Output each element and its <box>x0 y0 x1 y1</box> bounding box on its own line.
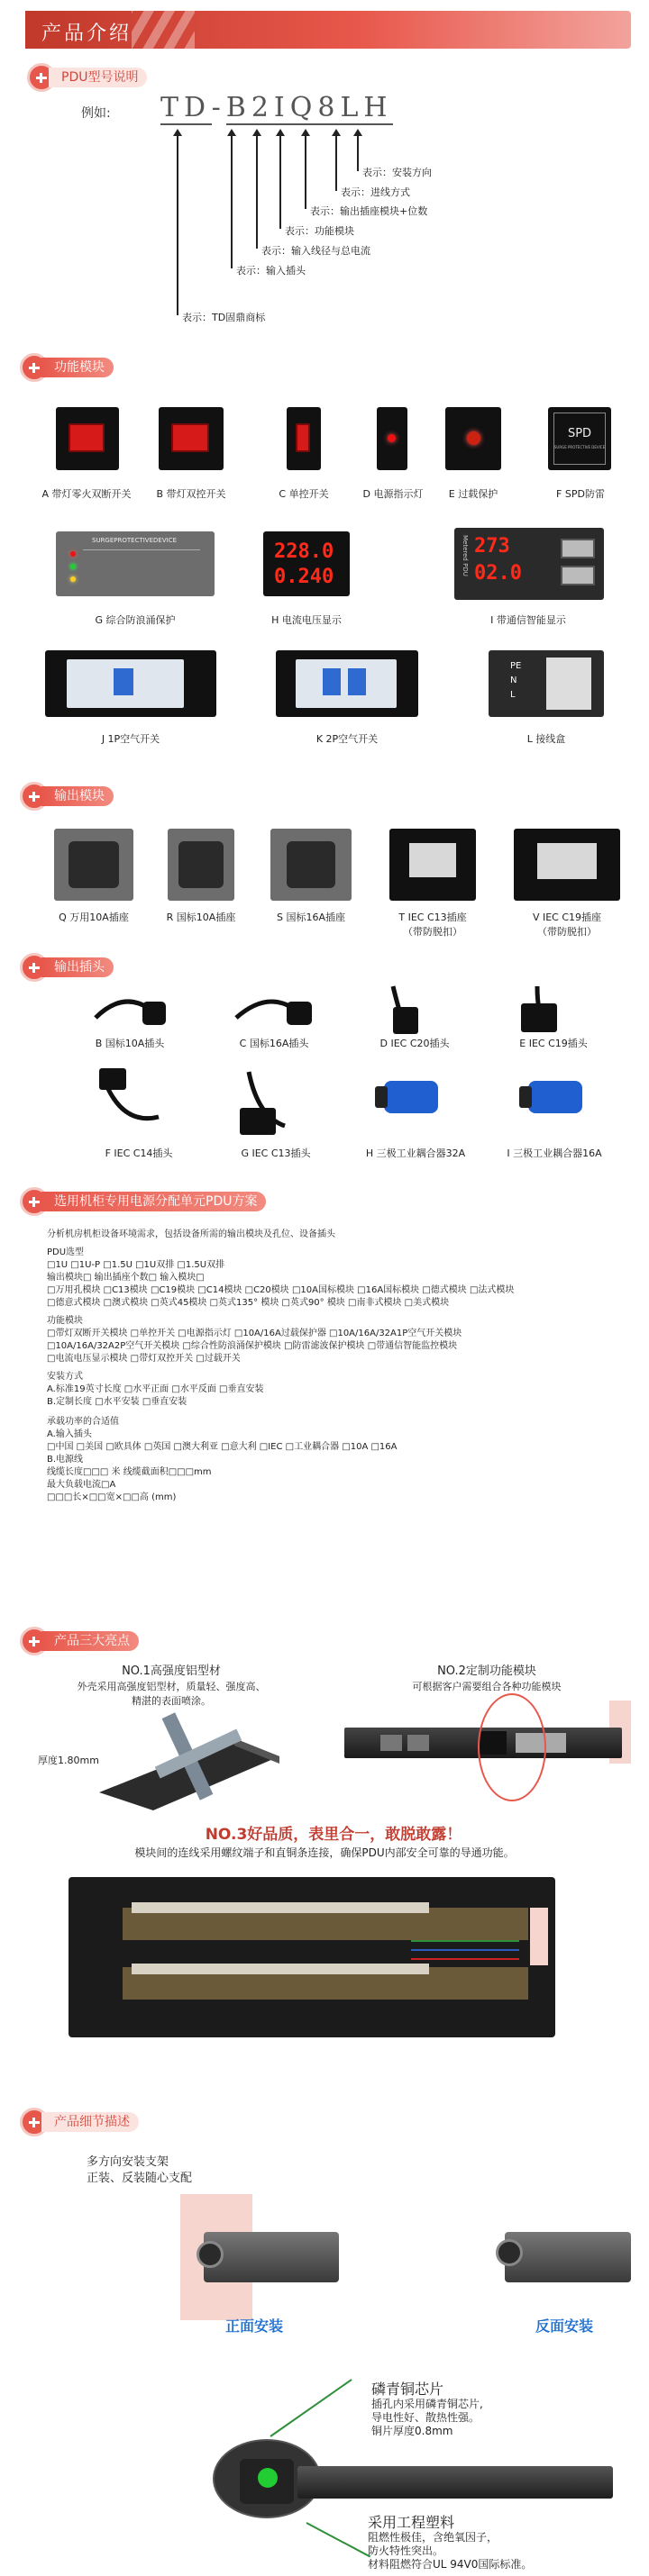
smart-display-1: 273 <box>474 535 510 558</box>
code-part: TD <box>160 92 212 123</box>
code-part: - <box>211 92 226 123</box>
section-title: 功能模块 <box>41 358 114 377</box>
model-line: 表示：安装方向 <box>362 167 432 178</box>
plastic-title: 采用工程塑料 <box>368 2514 455 2531</box>
module-caption: E 过载保护 <box>448 488 498 500</box>
socket-q-image <box>54 829 133 901</box>
copper-title: 磷青铜芯片 <box>371 2381 444 2398</box>
module-h-image <box>263 531 350 596</box>
plug-f-image <box>99 1068 159 1119</box>
section-title: 输出插头 <box>41 957 114 977</box>
thickness-label: 厚度1.80mm <box>38 1755 99 1766</box>
plug-caption: H 三极工业耦合器32A <box>365 1147 466 1159</box>
socket-caption: R 国标10A插座 <box>166 912 236 923</box>
socket-caption: V IEC C19插座 （带防脱扣） <box>532 912 602 938</box>
plug-illustrations <box>87 982 627 1171</box>
plan-line: 安装方式 <box>47 1372 83 1382</box>
section-header-plug <box>20 953 164 982</box>
no2-subtitle: 可根据客户需要组合各种功能模块 <box>412 1681 562 1692</box>
plan-line: □□□长×□□宽×□□高 (mm) <box>47 1492 177 1502</box>
front-mount-label: 正面安装 <box>225 2317 284 2335</box>
module-caption: I 带通信智能显示 <box>490 614 566 626</box>
banner-title: 产品介绍 <box>41 23 133 45</box>
page-banner <box>25 11 631 49</box>
module-d-image <box>377 407 407 470</box>
model-line: 表示：进线方式 <box>341 186 410 198</box>
socket-v-image <box>514 829 620 901</box>
module-j-image <box>45 650 216 717</box>
model-code <box>160 92 393 123</box>
section-title: 产品细节描述 <box>41 2112 139 2132</box>
module-g-image <box>56 531 215 596</box>
plan-line: 承载功率的合适值 <box>47 1417 119 1427</box>
section-title: 产品三大亮点 <box>41 1631 139 1651</box>
module-c-image <box>287 407 321 470</box>
plan-line: 分析机房机柜设备环境需求，包括设备所需的输出模块及孔位、设备插头 <box>47 1229 335 1239</box>
code-part: H <box>363 92 393 123</box>
plan-list <box>47 1229 624 1504</box>
spd-sub-text: SURGE PROTECTIVE DEVICE <box>553 445 606 449</box>
module-caption: J 1P空气开关 <box>101 733 160 745</box>
no3-subtitle: 模块间的连线采用螺纹端子和直铜条连接，确保PDU内部安全可靠的导通功能。 <box>134 1846 515 1859</box>
section-header-detail <box>20 2108 182 2136</box>
section-header-plan <box>20 1187 326 1216</box>
module-b-image <box>159 407 224 470</box>
code-part: 8 <box>317 92 341 123</box>
socket-caption: T IEC C13插座 （带防脱扣） <box>398 912 467 938</box>
smart-display-2: 02.0 <box>474 562 522 585</box>
plug-b-image <box>96 1002 166 1025</box>
display-voltage: 228.0 <box>274 540 334 563</box>
plan-line: 线缆长度□□□ 米 线缆截面积□□□mm <box>47 1467 212 1477</box>
module-caption: K 2P空气开关 <box>315 733 379 745</box>
section-title: PDU型号说明 <box>49 68 147 87</box>
section-header-output <box>20 782 164 811</box>
plug-caption: F IEC C14插头 <box>105 1147 173 1159</box>
no1-title: NO.1高强度铝型材 <box>122 1664 221 1678</box>
plug-caption: C 国标16A插头 <box>239 1038 309 1049</box>
plan-line: □1U □1U-P □1.5U □1U双排 □1.5U双排 <box>47 1260 225 1270</box>
plug-caption: B 国标10A插头 <box>95 1038 165 1049</box>
aluminum-profile-image <box>99 1711 297 1810</box>
code-part: I <box>273 92 290 123</box>
module-e-image <box>445 407 501 470</box>
pdu-outlet-strip-image <box>297 2466 613 2499</box>
plan-line: □带灯双断开关模块 □单控开关 □电源指示灯 □10A/16A过载保护器 □10A/16A/32A1P空气开关模块 <box>47 1329 462 1338</box>
plan-line: 输出模块□ 输出插座个数□ 输入模块□ <box>47 1273 205 1283</box>
section-header-function <box>20 353 164 382</box>
socket-t-image <box>389 829 476 901</box>
plan-line: B.电源线 <box>47 1455 84 1465</box>
module-caption: A 带灯零火双断开关 <box>41 488 132 500</box>
section-header-model <box>27 63 225 92</box>
highlight-circle <box>478 1693 546 1801</box>
code-part: Q <box>289 92 318 123</box>
callout-line <box>270 2379 352 2437</box>
module-caption: C 单控开关 <box>279 488 329 500</box>
section-header-highlights <box>20 1627 182 1655</box>
deco-block <box>530 1908 548 1965</box>
plan-line: A.标准19英寸长度 □水平正面 □水平反面 □垂直安装 <box>47 1384 264 1394</box>
socket-s-image <box>270 829 352 901</box>
plug-caption: G IEC C13插头 <box>241 1147 311 1159</box>
plan-line: □中国 □美国 □欧具体 □英国 □澳大利亚 □意大利 □IEC □工业耦合器 □10A □16A <box>47 1442 398 1452</box>
plan-line: □德意式模块 □澳式模块 □英式45模块 □英式135° 模块 □英式90° 模块 □南非式模块 □美式模块 <box>47 1298 450 1308</box>
module-caption: B 带灯双控开关 <box>156 488 226 500</box>
plan-line: □万用孔模块 □C13模块 □C19模块 □C14模块 □C20模块 □10A国标模块 □16A国标模块 □德式模块 □法式模块 <box>47 1285 515 1295</box>
plug-e-image <box>521 986 557 1032</box>
model-line: 表示：输入线径与总电流 <box>261 245 370 257</box>
no2-title: NO.2定制功能模块 <box>437 1664 536 1678</box>
plug-h-image <box>375 1081 438 1113</box>
plug-caption: D IEC C20插头 <box>379 1038 450 1049</box>
plan-line: □电流电压显示模块 □带灯双控开关 □过载开关 <box>47 1354 241 1364</box>
callout-line <box>306 2522 371 2557</box>
socket-caption: Q 万用10A插座 <box>59 912 129 923</box>
code-part: 2 <box>251 92 274 123</box>
model-line: 表示：输出插座模块+位数 <box>310 205 428 217</box>
back-mount-image <box>505 2232 631 2282</box>
module-k-image <box>276 650 418 717</box>
surge-title: SURGEPROTECTIVEDEVICE <box>92 537 177 544</box>
display-current: 0.240 <box>274 566 334 588</box>
plastic-text: 阻燃性极佳，含绝氧因子， 防火特性突出。 材料阻燃符合UL 94V0国际标准。 <box>368 2531 533 2571</box>
module-caption: L 接线盒 <box>526 733 566 745</box>
plan-line: A.输入插头 <box>47 1429 92 1439</box>
plug-d-image <box>393 986 418 1034</box>
plug-caption: I 三极工业耦合器16A <box>507 1147 602 1159</box>
plan-line: 功能模块 <box>47 1316 83 1326</box>
back-mount-label: 反面安装 <box>535 2317 594 2335</box>
plug-g-image <box>240 1072 285 1135</box>
mount-title: 多方向安装支架 正装、反装随心支配 <box>87 2155 193 2185</box>
plan-line: PDU选型 <box>47 1247 85 1257</box>
copper-text: 插孔内采用磷青铜芯片, 导电性好、散热性强。 铜片厚度0.8mm <box>371 2398 483 2437</box>
plan-line: 最大负载电流□A <box>47 1480 116 1490</box>
module-caption: H 电流电压显示 <box>271 614 342 626</box>
section-title: 输出模块 <box>41 786 114 806</box>
internal-wiring-image <box>69 1877 555 2037</box>
code-part: B <box>225 92 251 123</box>
plan-line: B.定制长度 □水平安装 □垂直安装 <box>47 1397 187 1407</box>
plug-c-image <box>236 1002 312 1025</box>
socket-r-image <box>168 829 234 901</box>
spd-text: SPD <box>567 427 592 440</box>
module-i-image: Metered PDU 273 02.0 <box>454 528 604 600</box>
module-l-image: PE N L <box>489 650 604 717</box>
code-part: L <box>340 92 364 123</box>
module-a-image <box>56 407 119 470</box>
banner-stripes <box>132 11 195 49</box>
section-title: 选用机柜专用电源分配单元PDU方案 <box>41 1192 266 1211</box>
no1-subtitle: 外壳采用高强度铝型材，质量轻、强度高、 精湛的表面喷涂。 <box>77 1681 266 1707</box>
module-caption: G 综合防浪涌保护 <box>95 614 176 626</box>
module-f-image <box>548 407 611 470</box>
no3-title: NO.3好品质，表里合一，敢脱敢露！ <box>205 1826 462 1844</box>
model-line: 表示：功能模块 <box>285 225 354 237</box>
model-line: 表示：TD固鼎商标 <box>182 312 266 323</box>
example-label: 例如: <box>81 106 111 121</box>
plug-caption: E IEC C19插头 <box>519 1038 588 1049</box>
model-line: 表示：输入插头 <box>236 265 306 277</box>
module-caption: D 电源指示灯 <box>362 488 424 500</box>
plug-i-image <box>519 1081 582 1113</box>
socket-caption: S 国标16A插座 <box>276 912 345 923</box>
module-caption: F SPD防雷 <box>556 488 605 500</box>
plan-line: □10A/16A/32A2P空气开关模块 □综合性防浪涌保护模块 □防雷滤波保护模块 □带通信智能监控模块 <box>47 1341 458 1351</box>
front-mount-image <box>204 2232 339 2282</box>
